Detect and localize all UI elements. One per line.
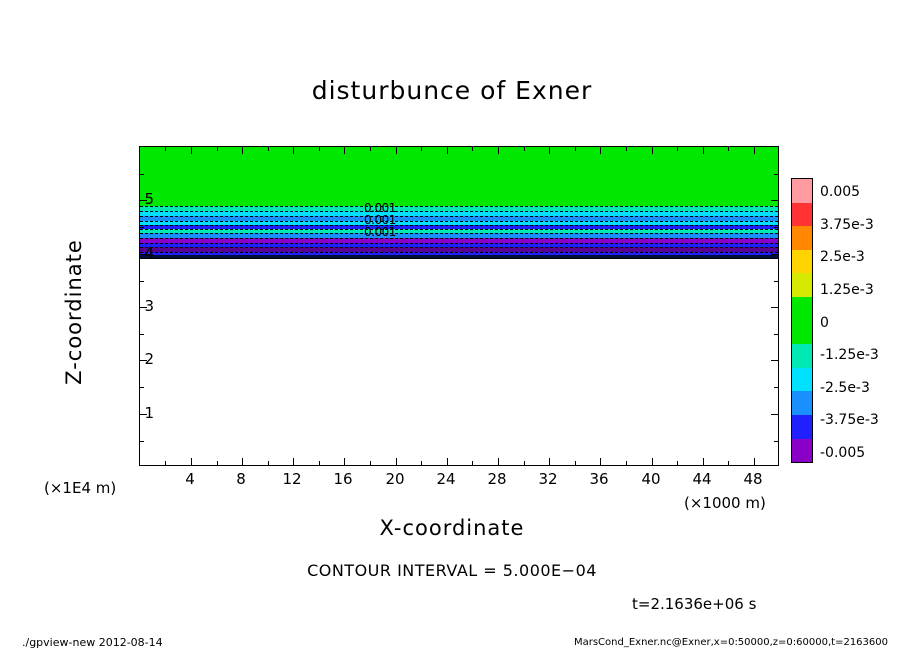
contour-line [140, 229, 778, 230]
colorbar-segment [792, 391, 812, 415]
x-axis-title: X-coordinate [379, 516, 525, 540]
ytick-label: 2 [144, 350, 154, 368]
colorbar-label: 1.25e-3 [820, 282, 874, 298]
colorbar-label: -2.5e-3 [820, 380, 870, 396]
xtick-label: 40 [641, 470, 661, 488]
y-axis-title: Z-coordinate [62, 239, 86, 385]
colorbar-label: -0.005 [820, 445, 866, 461]
ytick-label: 1 [144, 404, 154, 422]
contour-line [140, 221, 778, 222]
xtick-label: 20 [385, 470, 405, 488]
colorbar-label: 0.005 [820, 184, 861, 200]
colorbar-label: 3.75e-3 [820, 217, 874, 233]
colorbar-segment [792, 203, 812, 227]
contour-label: 0.001 [364, 201, 396, 215]
colorbar [791, 178, 813, 463]
contour-label: 0.001 [364, 225, 396, 239]
contour-line [140, 216, 778, 217]
xtick-label: 24 [436, 470, 456, 488]
colorbar-label: 2.5e-3 [820, 249, 865, 265]
xtick-label: 36 [589, 470, 609, 488]
colorbar-label: 0 [820, 315, 829, 331]
contour-line [140, 206, 778, 207]
xtick-label: 32 [538, 470, 558, 488]
contour-line [140, 233, 778, 234]
contour-line [140, 211, 778, 212]
contour-line [140, 252, 778, 253]
contour-label: 0.001 [364, 213, 396, 227]
colorbar-segment [792, 368, 812, 392]
xtick-label: 16 [333, 470, 353, 488]
footer-source-label: MarsCond_Exner.nc@Exner,x=0:50000,z=0:60000,t=2163600 [573, 637, 888, 648]
contour-interval-label: CONTOUR INTERVAL = 5.000E−04 [307, 561, 597, 580]
y-axis-unit: (×1E4 m) [44, 479, 117, 497]
time-label: t=2.1636e+06 s [632, 595, 757, 613]
contour-line [140, 243, 778, 244]
xtick-label: 28 [487, 470, 507, 488]
colorbar-segment [792, 179, 812, 203]
colorbar-segment [792, 321, 812, 345]
contour-line [140, 225, 778, 226]
plot-area [139, 146, 779, 466]
colorbar-label: -3.75e-3 [820, 412, 879, 428]
footer-command-label: ./gpview-new 2012-08-14 [22, 636, 163, 649]
ytick-label: 4 [144, 244, 154, 262]
xtick-label: 12 [282, 470, 302, 488]
ytick-label: 5 [144, 190, 154, 208]
colorbar-segment [792, 415, 812, 439]
x-axis-unit: (×1000 m) [684, 494, 766, 512]
page-title: disturbunce of Exner [311, 76, 593, 105]
colorbar-segment [792, 439, 812, 463]
xtick-label: 44 [692, 470, 712, 488]
data-layer-zero [140, 147, 778, 206]
contour-line-solid [140, 258, 778, 259]
ytick-label: 3 [144, 297, 154, 315]
colorbar-segment [792, 344, 812, 368]
contour-line [140, 247, 778, 248]
colorbar-segment [792, 297, 812, 321]
colorbar-segment [792, 226, 812, 250]
xtick-label: 4 [185, 470, 195, 488]
colorbar-label: -1.25e-3 [820, 347, 879, 363]
xtick-label: 8 [236, 470, 246, 488]
colorbar-segment [792, 273, 812, 297]
xtick-label: 48 [743, 470, 763, 488]
contour-line [140, 238, 778, 239]
colorbar-segment [792, 250, 812, 274]
